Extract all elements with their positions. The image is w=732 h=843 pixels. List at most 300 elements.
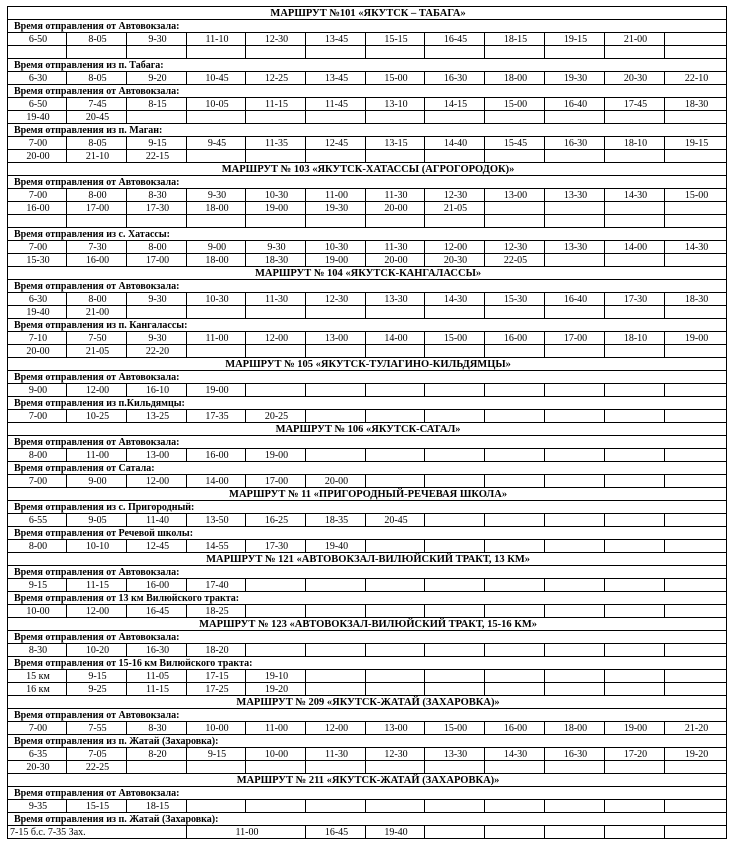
- departure-time-cell: [545, 306, 605, 319]
- departure-time-cell: [605, 644, 665, 657]
- route-title-row: [8, 696, 727, 709]
- departure-time-cell: 20-45: [366, 514, 425, 527]
- departure-time-cell: 14-30: [665, 241, 727, 254]
- departure-time-cell: 14-30: [425, 293, 485, 306]
- departure-time-cell: [665, 111, 727, 124]
- departure-time-cell: 20-00: [366, 202, 425, 215]
- departure-time-cell: 16-00: [67, 254, 127, 267]
- route-title: МАРШРУТ № 123 «АВТОВОКЗАЛ-ВИЛЮЙСКИЙ ТРАКТ, 15-16 КМ»: [8, 618, 727, 631]
- departure-time-cell: [485, 306, 545, 319]
- departure-time-cell: [306, 683, 366, 696]
- departure-time-cell: [545, 670, 605, 683]
- departure-time-cell: [665, 410, 727, 423]
- departure-time-cell: 9-00: [187, 241, 246, 254]
- departure-time-cell: 15 км: [8, 670, 67, 683]
- departure-time-cell: [485, 150, 545, 163]
- times-row: [8, 475, 727, 488]
- departure-time-cell: [605, 384, 665, 397]
- departure-time-cell: 11-00: [246, 722, 306, 735]
- departure-time-cell: [485, 111, 545, 124]
- departure-time-cell: 9-30: [127, 332, 187, 345]
- departure-time-cell: 19-00: [605, 722, 665, 735]
- departure-time-cell: [366, 605, 425, 618]
- departure-label: Время отправления от 13 км Вилюйского тракта:: [8, 592, 727, 605]
- departure-time-cell: 21-00: [67, 306, 127, 319]
- departure-time-cell: 7-00: [8, 137, 67, 150]
- departure-time-cell: 16-45: [127, 605, 187, 618]
- times-row: [8, 826, 727, 839]
- departure-time-cell: [485, 345, 545, 358]
- departure-label-row: [8, 85, 727, 98]
- departure-time-cell: [425, 826, 485, 839]
- departure-label: Время отправления от Автовокзала:: [8, 176, 727, 189]
- departure-time-cell: [8, 215, 67, 228]
- departure-time-cell: 18-00: [187, 202, 246, 215]
- departure-time-cell: [246, 215, 306, 228]
- departure-time-cell: [605, 202, 665, 215]
- departure-time-cell: 7-00: [8, 410, 67, 423]
- route-title-row: [8, 774, 727, 787]
- departure-time-cell: 9-00: [8, 384, 67, 397]
- departure-time-cell: [306, 410, 366, 423]
- departure-label-row: [8, 280, 727, 293]
- departure-label-row: [8, 59, 727, 72]
- departure-time-cell: 14-30: [605, 189, 665, 202]
- departure-time-cell: 14-15: [425, 98, 485, 111]
- departure-time-cell: 12-30: [485, 241, 545, 254]
- departure-time-cell: [545, 202, 605, 215]
- times-row: [8, 514, 727, 527]
- times-row: [8, 241, 727, 254]
- departure-time-cell: [605, 514, 665, 527]
- departure-time-cell: [246, 644, 306, 657]
- departure-time-cell: [545, 605, 605, 618]
- departure-time-cell: 18-15: [127, 800, 187, 813]
- departure-time-cell: 9-15: [67, 670, 127, 683]
- departure-time-cell: 19-20: [665, 748, 727, 761]
- departure-time-cell: [366, 670, 425, 683]
- times-row: [8, 33, 727, 46]
- departure-time-cell: [605, 111, 665, 124]
- departure-time-cell: 9-15: [187, 748, 246, 761]
- departure-time-cell: [425, 111, 485, 124]
- departure-time-cell: 10-10: [67, 540, 127, 553]
- departure-time-cell: 6-55: [8, 514, 67, 527]
- departure-time-cell: 9-30: [127, 293, 187, 306]
- departure-time-cell: 11-30: [366, 189, 425, 202]
- departure-time-cell: 9-35: [8, 800, 67, 813]
- departure-time-cell: [246, 150, 306, 163]
- departure-time-cell: 17-00: [246, 475, 306, 488]
- departure-time-cell: 11-45: [306, 98, 366, 111]
- departure-time-cell: [485, 826, 545, 839]
- departure-label-row: [8, 397, 727, 410]
- bus-schedule-table: [7, 6, 727, 839]
- departure-time-cell: [665, 605, 727, 618]
- departure-time-cell: 15-30: [8, 254, 67, 267]
- departure-time-cell: 19-30: [306, 202, 366, 215]
- departure-label-row: [8, 709, 727, 722]
- departure-time-cell: 8-00: [67, 293, 127, 306]
- route-title: МАРШРУТ № 209 «ЯКУТСК-ЖАТАЙ (ЗАХАРОВКА)»: [8, 696, 727, 709]
- departure-time-cell: 12-00: [246, 332, 306, 345]
- departure-time-cell: 15-00: [425, 722, 485, 735]
- departure-time-cell: [605, 46, 665, 59]
- departure-time-cell: 7-00: [8, 241, 67, 254]
- departure-time-cell: 13-00: [485, 189, 545, 202]
- departure-time-cell: 20-30: [425, 254, 485, 267]
- departure-time-cell: 18-00: [187, 254, 246, 267]
- departure-time-cell: 16-45: [306, 826, 366, 839]
- departure-time-cell: [485, 683, 545, 696]
- departure-time-cell: [425, 46, 485, 59]
- departure-label: Время отправления от 15-16 км Вилюйского тракта:: [8, 657, 727, 670]
- departure-time-cell: 9-25: [67, 683, 127, 696]
- departure-time-cell: 15-00: [485, 98, 545, 111]
- departure-time-cell: 10-25: [67, 410, 127, 423]
- departure-time-cell: [67, 46, 127, 59]
- departure-time-cell: 18-00: [545, 722, 605, 735]
- departure-time-cell: 11-15: [67, 579, 127, 592]
- route-title-row: [8, 423, 727, 436]
- departure-time-cell: 17-00: [67, 202, 127, 215]
- departure-time-cell: 17-00: [127, 254, 187, 267]
- departure-time-cell: 6-30: [8, 293, 67, 306]
- departure-label: Время отправления от Автовокзала:: [8, 280, 727, 293]
- departure-time-cell: 9-00: [67, 475, 127, 488]
- departure-time-cell: 16-00: [485, 722, 545, 735]
- departure-time-cell: 10-20: [67, 644, 127, 657]
- departure-time-cell: 22-20: [127, 345, 187, 358]
- departure-label-row: [8, 566, 727, 579]
- departure-time-cell: 19-30: [545, 72, 605, 85]
- departure-time-cell: 16-30: [127, 644, 187, 657]
- departure-label: Время отправления из п. Жатай (Захаровка):: [8, 735, 727, 748]
- departure-time-cell: 13-25: [127, 410, 187, 423]
- departure-time-cell: [665, 306, 727, 319]
- departure-time-cell: [665, 215, 727, 228]
- departure-time-cell: 15-00: [665, 189, 727, 202]
- departure-time-cell: [485, 410, 545, 423]
- departure-time-cell: [665, 644, 727, 657]
- departure-time-cell: 16-00: [127, 579, 187, 592]
- departure-time-cell: [366, 345, 425, 358]
- departure-time-cell: [425, 150, 485, 163]
- departure-time-cell: 22-05: [485, 254, 545, 267]
- route-title: МАРШРУТ №101 «ЯКУТСК – ТАБАГА»: [8, 7, 727, 20]
- departure-time-cell: [545, 150, 605, 163]
- departure-time-cell: 8-05: [67, 33, 127, 46]
- departure-time-cell: 21-05: [425, 202, 485, 215]
- departure-label-row: [8, 20, 727, 33]
- departure-time-cell: [545, 826, 605, 839]
- departure-time-cell: 20-45: [67, 111, 127, 124]
- departure-time-cell: [665, 670, 727, 683]
- departure-label: Время отправления от Речевой школы:: [8, 527, 727, 540]
- departure-time-cell: 10-00: [8, 605, 67, 618]
- departure-time-cell: [127, 111, 187, 124]
- departure-label: Время отправления от Автовокзала:: [8, 20, 727, 33]
- departure-time-cell: 9-30: [187, 189, 246, 202]
- departure-time-cell: [67, 215, 127, 228]
- departure-time-cell: [187, 46, 246, 59]
- departure-time-cell: 12-45: [127, 540, 187, 553]
- departure-time-cell: [665, 254, 727, 267]
- departure-time-cell: [485, 514, 545, 527]
- departure-label: Время отправления из п. Жатай (Захаровка):: [8, 813, 727, 826]
- departure-time-cell: [485, 215, 545, 228]
- route-title-row: [8, 488, 727, 501]
- departure-time-cell: 16-00: [8, 202, 67, 215]
- times-row: [8, 722, 727, 735]
- departure-time-cell: [545, 46, 605, 59]
- departure-label: Время отправления из п. Табага:: [8, 59, 727, 72]
- departure-label: Время отправления из п. Кангалассы:: [8, 319, 727, 332]
- departure-label: Время отправления от Автовокзала:: [8, 631, 727, 644]
- departure-label: Время отправления от Автовокзала:: [8, 85, 727, 98]
- departure-time-cell: [485, 46, 545, 59]
- departure-time-cell: 18-30: [246, 254, 306, 267]
- route-title: МАРШРУТ № 105 «ЯКУТСК-ТУЛАГИНО-КИЛЬДЯМЦЫ»: [8, 358, 727, 371]
- times-row: [8, 293, 727, 306]
- departure-time-cell: [425, 540, 485, 553]
- departure-time-cell: 12-30: [246, 33, 306, 46]
- departure-label-row: [8, 592, 727, 605]
- departure-time-cell: [425, 345, 485, 358]
- departure-time-cell: 8-30: [127, 189, 187, 202]
- departure-time-cell: 8-15: [127, 98, 187, 111]
- departure-time-cell: 19-40: [306, 540, 366, 553]
- departure-time-cell: [545, 384, 605, 397]
- departure-time-cell: [665, 683, 727, 696]
- departure-time-cell: 7-05: [67, 748, 127, 761]
- route-title: МАРШРУТ № 11 «ПРИГОРОДНЫЙ-РЕЧЕВАЯ ШКОЛА»: [8, 488, 727, 501]
- departure-time-cell: 15-00: [425, 332, 485, 345]
- departure-time-cell: [425, 683, 485, 696]
- departure-time-cell: [545, 579, 605, 592]
- departure-time-cell: [545, 683, 605, 696]
- departure-label-row: [8, 176, 727, 189]
- departure-time-cell: [485, 670, 545, 683]
- departure-time-cell: [306, 761, 366, 774]
- departure-time-cell: [366, 800, 425, 813]
- departure-time-cell: [485, 540, 545, 553]
- departure-label-row: [8, 501, 727, 514]
- departure-time-cell: 16-10: [127, 384, 187, 397]
- departure-time-cell: [127, 306, 187, 319]
- departure-time-cell: 21-00: [605, 33, 665, 46]
- times-row: [8, 72, 727, 85]
- route-title-row: [8, 553, 727, 566]
- departure-time-cell: 19-10: [246, 670, 306, 683]
- departure-time-cell: 12-00: [127, 475, 187, 488]
- departure-time-cell: [366, 475, 425, 488]
- departure-time-cell: 11-00: [187, 332, 246, 345]
- departure-time-cell: [485, 579, 545, 592]
- departure-time-cell: 16-45: [425, 33, 485, 46]
- departure-time-cell: 17-45: [605, 98, 665, 111]
- departure-time-cell: [665, 202, 727, 215]
- departure-time-cell: [545, 254, 605, 267]
- departure-time-cell: 13-10: [366, 98, 425, 111]
- departure-time-cell: [545, 111, 605, 124]
- departure-time-cell: [665, 33, 727, 46]
- departure-time-cell: 19-40: [8, 111, 67, 124]
- times-row: [8, 410, 727, 423]
- departure-time-cell: 6-50: [8, 98, 67, 111]
- departure-time-cell: [605, 345, 665, 358]
- departure-time-cell: [306, 670, 366, 683]
- route-title-row: [8, 7, 727, 20]
- departure-time-cell: [366, 215, 425, 228]
- departure-time-cell: 15-45: [485, 137, 545, 150]
- departure-label: Время отправления от Сатала:: [8, 462, 727, 475]
- departure-time-cell: [366, 644, 425, 657]
- departure-time-cell: [246, 111, 306, 124]
- departure-time-cell: 7-00: [8, 475, 67, 488]
- departure-label: Время отправления от Автовокзала:: [8, 371, 727, 384]
- departure-time-cell: [485, 475, 545, 488]
- route-title: МАРШРУТ № 211 «ЯКУТСК-ЖАТАЙ (ЗАХАРОВКА)»: [8, 774, 727, 787]
- departure-time-cell: 10-00: [246, 748, 306, 761]
- departure-label-row: [8, 371, 727, 384]
- departure-time-cell: 14-00: [187, 475, 246, 488]
- departure-time-cell: [665, 514, 727, 527]
- departure-time-cell: [246, 579, 306, 592]
- departure-time-cell: [545, 800, 605, 813]
- departure-time-cell: 13-45: [306, 33, 366, 46]
- departure-time-cell: 14-00: [605, 241, 665, 254]
- departure-time-cell: 8-30: [127, 722, 187, 735]
- departure-time-cell: [545, 345, 605, 358]
- times-row: [8, 215, 727, 228]
- departure-time-cell: 6-35: [8, 748, 67, 761]
- departure-label: Время отправления от Автовокзала:: [8, 436, 727, 449]
- departure-time-cell: 12-00: [306, 722, 366, 735]
- departure-time-cell: 8-00: [8, 540, 67, 553]
- departure-time-cell: 17-20: [605, 748, 665, 761]
- departure-time-cell: 13-50: [187, 514, 246, 527]
- departure-time-cell: 15-15: [366, 33, 425, 46]
- departure-time-cell: [665, 579, 727, 592]
- departure-time-cell: 7-00: [8, 189, 67, 202]
- times-row: [8, 137, 727, 150]
- times-row: [8, 254, 727, 267]
- times-row: [8, 579, 727, 592]
- departure-time-cell: [306, 644, 366, 657]
- departure-time-cell: 11-30: [246, 293, 306, 306]
- times-row: [8, 540, 727, 553]
- departure-time-cell: 10-45: [187, 72, 246, 85]
- departure-time-cell: 7-00: [8, 722, 67, 735]
- times-row: [8, 761, 727, 774]
- departure-label-row: [8, 657, 727, 670]
- departure-time-cell: 12-30: [425, 189, 485, 202]
- departure-time-cell: [605, 540, 665, 553]
- departure-label: Время отправления от Автовокзала:: [8, 566, 727, 579]
- departure-time-cell: 8-05: [67, 137, 127, 150]
- departure-time-cell: 13-15: [366, 137, 425, 150]
- departure-time-cell: 15-30: [485, 293, 545, 306]
- times-row: [8, 202, 727, 215]
- departure-time-cell: 8-05: [67, 72, 127, 85]
- departure-time-cell: [605, 826, 665, 839]
- departure-time-cell: [366, 683, 425, 696]
- departure-time-cell: [485, 449, 545, 462]
- departure-time-cell: [545, 514, 605, 527]
- departure-time-cell: [425, 579, 485, 592]
- departure-time-cell: [665, 345, 727, 358]
- departure-time-cell: 22-15: [127, 150, 187, 163]
- departure-time-cell: 7-50: [67, 332, 127, 345]
- departure-time-cell: [187, 306, 246, 319]
- departure-time-cell: 20-30: [605, 72, 665, 85]
- departure-label-row: [8, 462, 727, 475]
- departure-time-cell: 22-10: [665, 72, 727, 85]
- departure-time-cell: [127, 46, 187, 59]
- departure-time-cell: 6-50: [8, 33, 67, 46]
- departure-time-cell: 14-55: [187, 540, 246, 553]
- departure-time-cell: [246, 46, 306, 59]
- departure-time-cell: [246, 800, 306, 813]
- departure-time-cell: 17-40: [187, 579, 246, 592]
- departure-time-cell: 20-00: [306, 475, 366, 488]
- departure-time-cell: 19-40: [8, 306, 67, 319]
- departure-time-cell: [485, 202, 545, 215]
- departure-time-cell: 13-30: [425, 748, 485, 761]
- departure-time-cell: [425, 670, 485, 683]
- departure-time-cell: [545, 761, 605, 774]
- departure-time-cell: [366, 761, 425, 774]
- departure-time-cell: [306, 46, 366, 59]
- departure-time-cell: [306, 345, 366, 358]
- departure-time-cell: [306, 111, 366, 124]
- departure-time-cell: 17-30: [127, 202, 187, 215]
- departure-time-cell: [425, 215, 485, 228]
- departure-time-cell: 22-25: [67, 761, 127, 774]
- departure-time-cell: [605, 800, 665, 813]
- times-row: [8, 748, 727, 761]
- departure-label-row: [8, 527, 727, 540]
- departure-time-cell: [127, 215, 187, 228]
- departure-time-cell: [545, 540, 605, 553]
- times-row: [8, 670, 727, 683]
- times-row: [8, 644, 727, 657]
- departure-time-cell: 6-30: [8, 72, 67, 85]
- departure-time-cell: [306, 605, 366, 618]
- departure-time-cell: 12-00: [67, 605, 127, 618]
- departure-time-cell: 16-00: [187, 449, 246, 462]
- route-title-row: [8, 163, 727, 176]
- departure-label: Время отправления из с. Хатассы:: [8, 228, 727, 241]
- departure-time-cell: 12-45: [306, 137, 366, 150]
- departure-time-cell: 18-30: [665, 293, 727, 306]
- departure-time-cell: 12-25: [246, 72, 306, 85]
- departure-time-cell: 19-00: [246, 449, 306, 462]
- departure-time-cell: [425, 644, 485, 657]
- departure-time-cell: 15-00: [366, 72, 425, 85]
- departure-time-cell: [366, 111, 425, 124]
- departure-time-cell: 17-35: [187, 410, 246, 423]
- departure-time-cell: 20-00: [8, 345, 67, 358]
- times-row: [8, 800, 727, 813]
- departure-time-cell: 9-30: [127, 33, 187, 46]
- departure-time-cell: [187, 345, 246, 358]
- departure-time-cell: 8-00: [67, 189, 127, 202]
- departure-time-cell: 19-20: [246, 683, 306, 696]
- departure-time-cell: 11-00: [306, 189, 366, 202]
- departure-time-cell: [425, 306, 485, 319]
